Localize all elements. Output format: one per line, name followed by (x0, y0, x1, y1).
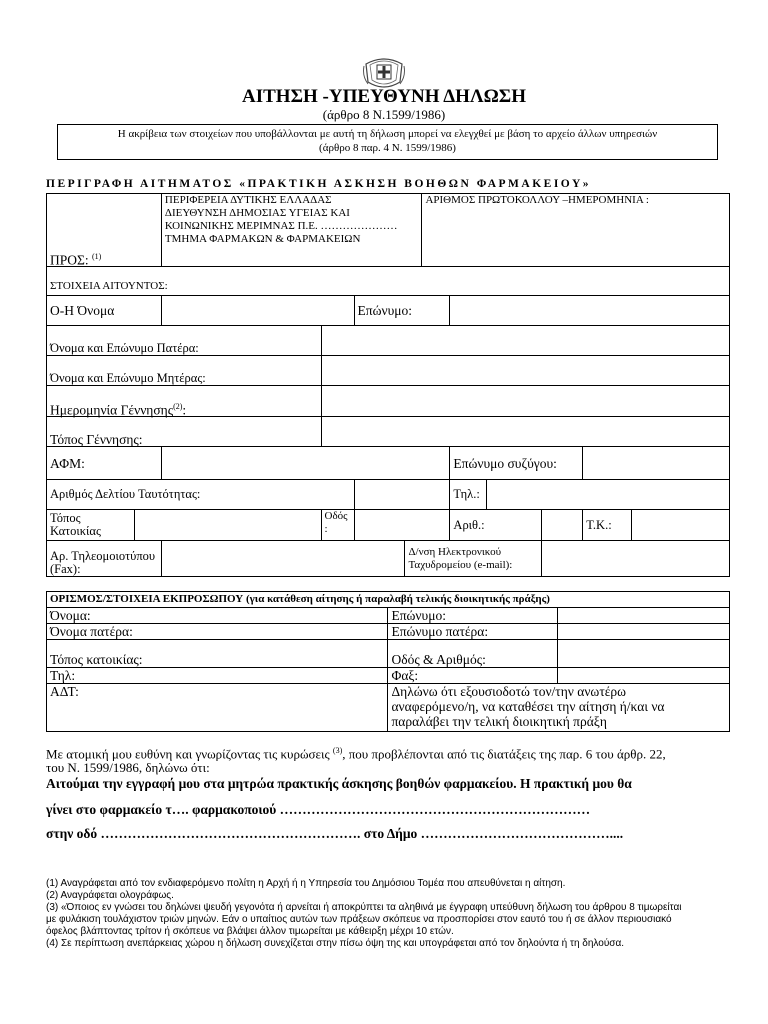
postcode-field[interactable] (632, 510, 730, 541)
declaration-text: Με ατομική μου ευθύνη και γνωρίζοντας τις κυρώσεις $^{(3)}$, που προβλέπονται από τις διατάξεις της παρ. 6 του άρθρ. 22, του Ν. 1599/1986, δηλώνω ότι: (46, 746, 666, 776)
email-field[interactable] (542, 541, 730, 577)
residence-label: Τόπος Κατοικίας (47, 510, 135, 541)
rep-fax-field[interactable] (558, 668, 730, 684)
birth-place-label: Τόπος Γέννησης: (47, 417, 322, 447)
form-title: ΑΙΤΗΣΗ -ΥΠΕΥΘΥΝΗ ΔΗΛΩΣΗ (242, 86, 526, 107)
verification-note (57, 124, 718, 160)
rep-father-surname-label: Επώνυμο πατέρα: (388, 624, 558, 640)
footnote: (3) «Όποιος εν γνώσει του δηλώνει ψευδή γεγονότα ή αρνείται ή αποκρύπτει τα αληθινά με έγγραφη υπεύθυνη δήλωση του άρθρου 8 τιμωρείται (46, 902, 682, 913)
birth-place-field[interactable] (321, 417, 729, 447)
phone-label: Τηλ.: (450, 480, 487, 510)
spouse-surname-field[interactable] (583, 447, 730, 480)
rep-phone-label[interactable]: Τηλ: (47, 668, 388, 684)
fax-label: Αρ. Τηλεομοιοτύπου (Fax): (47, 541, 162, 577)
id-number-label: Αριθμός Δελτίου Ταυτότητας: (47, 480, 355, 510)
id-number-field[interactable] (354, 480, 450, 510)
number-label: Αριθ.: (450, 510, 542, 541)
mother-name-field[interactable] (321, 356, 729, 386)
rep-father-name-label[interactable]: Όνομα πατέρα: (47, 624, 388, 640)
footnotes (46, 878, 736, 950)
footnote: με φυλάκιση τουλάχιστον τριών μηνών. Εάν ο υπαίτιος αυτών των πράξεων σκόπευε να προσπορίσει στον εαυτό του ή σε άλλον περιουσιακό (46, 914, 672, 925)
surname-label: Επώνυμο: (354, 296, 450, 326)
rep-authorization-text: Δηλώνω ότι εξουσιοδοτώ τον/την ανωτέρω αναφερόμενο/η, να καταθέσει την αίτηση ή/και να παραλάβει την τελική διοικητική πράξη (388, 684, 730, 732)
email-label: Δ/νση Ηλεκτρονικού Ταχυδρομείου (e-mail): (405, 541, 542, 577)
protocol-number-field[interactable]: ΑΡΙΘΜΟΣ ΠΡΩΤΟΚΟΛΛΟΥ –ΗΜΕΡΟΜΗΝΙΑ : (422, 194, 730, 267)
rep-name-label[interactable]: Όνομα: (47, 608, 388, 624)
verification-note-line: (άρθρο 8 παρ. 4 Ν. 1599/1986) (319, 142, 456, 154)
request-line: Αιτούμαι την εγγραφή μου στα μητρώα πρακτικής άσκησης βοηθών φαρμακείου. Η πρακτική μου θα (46, 776, 632, 791)
rep-fax-label: Φαξ: (388, 668, 558, 684)
footnote: (4) Σε περίπτωση ανεπάρκειας χώρου η δήλωση συνεχίζεται στην πίσω όψη της και υπογράφεται από τον δηλούντα ή τη δηλούσα. (46, 938, 625, 949)
representative-header: ΟΡΙΣΜΟΣ/ΣΤΟΙΧΕΙΑ ΕΚΠΡΟΣΩΠΟΥ (για κατάθεση αίτησης ή παραλαβή τελικής διοικητικής πράξης) (47, 592, 730, 608)
father-name-label: Όνομα και Επώνυμο Πατέρα: (47, 326, 322, 356)
number-field[interactable] (542, 510, 583, 541)
request-line: στην οδό …………………………………………………. στο Δήμο …………………………………….... (46, 826, 624, 841)
fax-field[interactable] (161, 541, 405, 577)
section-title: ΠΕΡΙΓΡΑΦΗ ΑΙΤΗΜΑΤΟΣ «ΠΡΑΚΤΙΚΗ ΑΣΚΗΣΗ ΒΟΗΘΩΝ ΦΑΡΜΑΚΕΙΟΥ» (46, 178, 592, 190)
surname-field[interactable] (450, 296, 730, 326)
first-name-field[interactable] (161, 296, 354, 326)
applicant-section-header: ΣΤΟΙΧΕΙΑ ΑΙΤΟΥΝΤΟΣ: (47, 267, 730, 296)
afm-label: ΑΦΜ: (47, 447, 162, 480)
rep-street-number-label: Οδός & Αριθμός: (388, 640, 558, 668)
street-label: Οδός : (321, 510, 354, 541)
rep-residence-label[interactable]: Τόπος κατοικίας: (47, 640, 388, 668)
verification-note-line: Η ακρίβεια των στοιχείων που υποβάλλονται με αυτή τη δήλωση μπορεί να ελεγχθεί με βάση το αρχείο άλλων υπηρεσιών (117, 128, 658, 140)
rep-father-surname-field[interactable] (558, 624, 730, 640)
rep-surname-label: Επώνυμο: (388, 608, 558, 624)
footnote: (1) Αναγράφεται από τον ενδιαφερόμενο πολίτη η Αρχή ή η Υπηρεσία του Δημόσιου Τομέα που απευθύνεται η αίτηση. (46, 878, 566, 889)
father-name-field[interactable] (321, 326, 729, 356)
form-subtitle: (άρθρο 8 Ν.1599/1986) (322, 107, 446, 122)
spouse-surname-label: Επώνυμο συζύγου: (450, 447, 583, 480)
postcode-label: Τ.Κ.: (583, 510, 632, 541)
first-name-label: Ο-Η Όνομα (47, 296, 162, 326)
recipient-label: ΠΡΟΣ: $^{(1)}$ (47, 194, 162, 267)
residence-field[interactable] (134, 510, 321, 541)
footnote: (2) Αναγράφεται ολογράφως. (46, 890, 174, 901)
afm-field[interactable] (161, 447, 450, 480)
representative-table (46, 591, 730, 732)
recipient-value: ΠΕΡΙΦΕΡΕΙΑ ΔΥΤΙΚΗΣ ΕΛΛΑΔΑΣ ΔΙΕΥΘΥΝΣΗ ΔΗΜΟΣΙΑΣ ΥΓΕΙΑΣ ΚΑΙ ΚΟΙΝΩΝΙΚΗΣ ΜΕΡΙΜΝΑΣ Π.Ε. ………………… ΤΜΗΜΑ ΦΑΡΜΑΚΩΝ & ΦΑΡΜΑΚΕΙΩΝ (161, 194, 422, 267)
request-line: γίνει στο φαρμακείο τ…. φαρμακοποιού …………………………………………………………… (46, 802, 591, 817)
birth-date-label: Ημερομηνία Γέννησης$^{(2)}$: (47, 386, 322, 417)
birth-date-field[interactable] (321, 386, 729, 417)
street-field[interactable] (354, 510, 450, 541)
phone-field[interactable] (487, 480, 730, 510)
rep-adt-label[interactable]: ΑΔΤ: (47, 684, 388, 732)
applicant-form-table (46, 193, 730, 577)
rep-street-number-field[interactable] (558, 640, 730, 668)
footnote: όφελος βλάπτοντας τρίτον ή σκόπευε να βλάψει άλλον τιμωρείται με κάθειρξη μέχρι 10 ετών. (46, 926, 454, 937)
greek-emblem-icon (360, 56, 408, 90)
mother-name-label: Όνομα και Επώνυμο Μητέρας: (47, 356, 322, 386)
rep-surname-field[interactable] (558, 608, 730, 624)
